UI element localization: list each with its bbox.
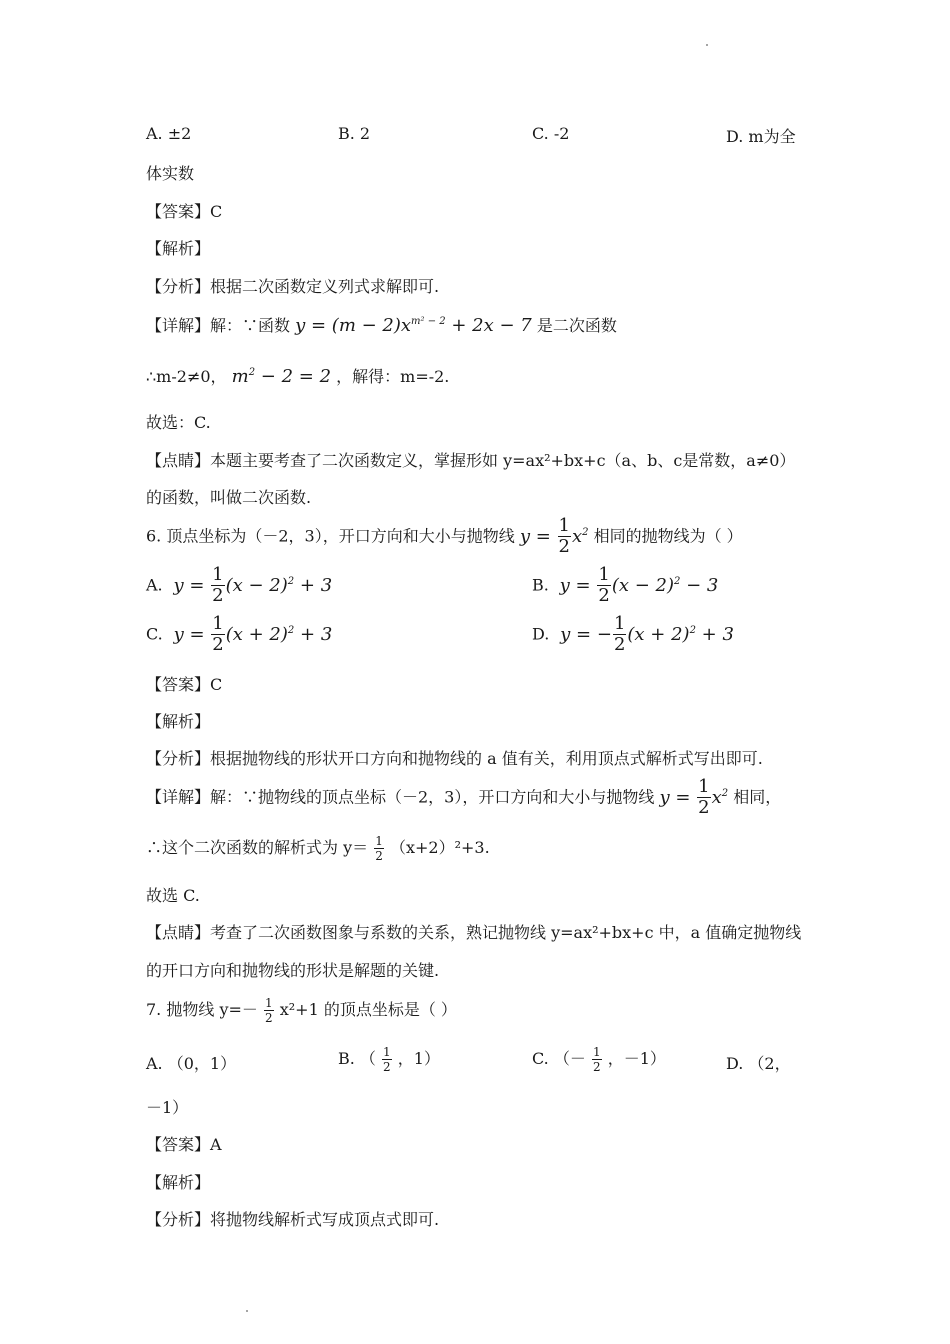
q5-option-d-cont: 体实数	[146, 164, 195, 183]
q6-option-c-label: C.	[146, 624, 163, 644]
q5-answer-label: 【答案】C	[146, 202, 223, 221]
q7-stem-suffix: x²+1 的顶点坐标是（ ）	[279, 1000, 457, 1019]
q6-option-b	[532, 566, 718, 605]
q5-detail	[146, 313, 617, 336]
q6-jiexi-label: 【解析】	[146, 712, 211, 731]
q6-therefore-fraction: $\frac{1}{2}$	[375, 834, 383, 863]
q6-option-b-formula: y = $\frac{1}{2}$ $(x - 2)^2 - 3$	[553, 564, 719, 606]
q6-stem-suffix: 相同的抛物线为（ ）	[593, 526, 743, 546]
q5-comment-line2: 的函数，叫做二次函数.	[146, 488, 312, 507]
q7-option-c-suffix: ，－1）	[607, 1049, 666, 1068]
q7-stem-prefix: 7. 抛物线 y=－	[146, 1000, 258, 1019]
top-dot	[706, 44, 708, 46]
q6-choose: 故选 C.	[146, 886, 200, 905]
q7-option-c-fraction: $\frac{1}{2}$	[592, 1045, 601, 1074]
q6-option-c	[146, 615, 332, 654]
q5-comment-line1: 【点睛】本题主要考查了二次函数定义，掌握形如 y=ax²+bx+c（a、b、c是常数，a≠0）	[146, 451, 796, 470]
q6-therefore-suffix: （x+2）²+3.	[389, 838, 490, 857]
q5-jiexi-label: 【解析】	[146, 239, 211, 258]
q6-stem-formula: y = $\frac{1}{2}$ $x^2$	[519, 515, 589, 557]
q5-function-formula: $y = (m - 2)x^{m^2 - 2} + 2x - 7$	[295, 315, 532, 336]
q6-option-d-label: D.	[532, 624, 550, 644]
q6-analysis: 【分析】根据抛物线的形状开口方向和抛物线的 a 值有关，利用顶点式解析式写出即可.	[146, 749, 763, 768]
q6-detail-formula: y = $\frac{1}{2}$ $x^2$	[659, 776, 729, 818]
q5-option-a: A. ±2	[146, 124, 192, 143]
q5-option-b: B. 2	[338, 124, 371, 143]
q7-option-d: D. （2，	[726, 1054, 791, 1073]
q5-analysis: 【分析】根据二次函数定义列式求解即可.	[146, 277, 440, 296]
q7-option-b-fraction: $\frac{1}{2}$	[383, 1045, 391, 1074]
q7-option-b	[338, 1046, 440, 1073]
q5-therefore	[146, 364, 449, 387]
q5-detail-prefix: 【详解】解：∵函数	[146, 316, 291, 335]
q5-therefore-prefix: ∴m-2≠0，	[146, 367, 227, 386]
q6-comment-line2: 的开口方向和抛物线的形状是解题的关键.	[146, 961, 440, 980]
q6-stem-prefix: 6. 顶点坐标为（－2，3），开口方向和大小与抛物线	[146, 526, 515, 546]
q5-choose: 故选：C.	[146, 413, 211, 432]
bottom-dot	[246, 1310, 248, 1312]
q6-comment-line1: 【点睛】考查了二次函数图象与系数的关系，熟记抛物线 y=ax²+bx+c 中，a 值确定抛物线	[146, 923, 802, 942]
q6-option-d	[532, 615, 734, 654]
q6-detail-suffix: 相同，	[733, 787, 782, 807]
q5-equation: $m^2 - 2 = 2$	[231, 366, 332, 387]
q6-stem	[146, 517, 743, 556]
q5-option-d: D. m为全	[726, 127, 796, 146]
q7-option-b-suffix: ，1）	[397, 1049, 440, 1068]
q5-detail-suffix: 是二次函数	[536, 316, 617, 335]
q6-option-c-formula: y = $\frac{1}{2}$ $(x + 2)^2 + 3$	[167, 613, 333, 655]
q6-answer-label: 【答案】C	[146, 675, 223, 694]
q5-therefore-suffix: ，解得：m=-2.	[336, 367, 450, 386]
q7-jiexi-label: 【解析】	[146, 1173, 211, 1192]
q6-therefore-prefix: ∴这个二次函数的解析式为 y＝	[146, 838, 369, 857]
q6-option-d-formula: y = − $\frac{1}{2}$ $(x + 2)^2 + 3$	[554, 613, 734, 655]
q6-option-a-formula: y = $\frac{1}{2}$ $(x - 2)^2 + 3$	[167, 564, 333, 606]
q7-option-c	[532, 1046, 666, 1073]
q7-answer-label: 【答案】A	[146, 1135, 222, 1154]
q7-option-b-prefix: B. （	[338, 1049, 376, 1068]
q7-option-a: A. （0，1）	[146, 1054, 237, 1073]
q5-option-c: C. -2	[532, 124, 570, 143]
q6-detail-prefix: 【详解】解：∵抛物线的顶点坐标（－2，3），开口方向和大小与抛物线	[146, 787, 655, 807]
q6-detail	[146, 778, 781, 817]
q6-option-a-label: A.	[146, 575, 163, 595]
q7-stem	[146, 997, 457, 1024]
q6-option-b-label: B.	[532, 575, 549, 595]
q6-option-a	[146, 566, 332, 605]
q7-stem-fraction: $\frac{1}{2}$	[264, 996, 273, 1025]
q7-option-d-cont: －1）	[146, 1098, 189, 1117]
q7-option-c-prefix: C. （－	[532, 1049, 586, 1068]
q7-analysis: 【分析】将抛物线解析式写成顶点式即可.	[146, 1210, 440, 1229]
q6-therefore	[146, 835, 490, 862]
